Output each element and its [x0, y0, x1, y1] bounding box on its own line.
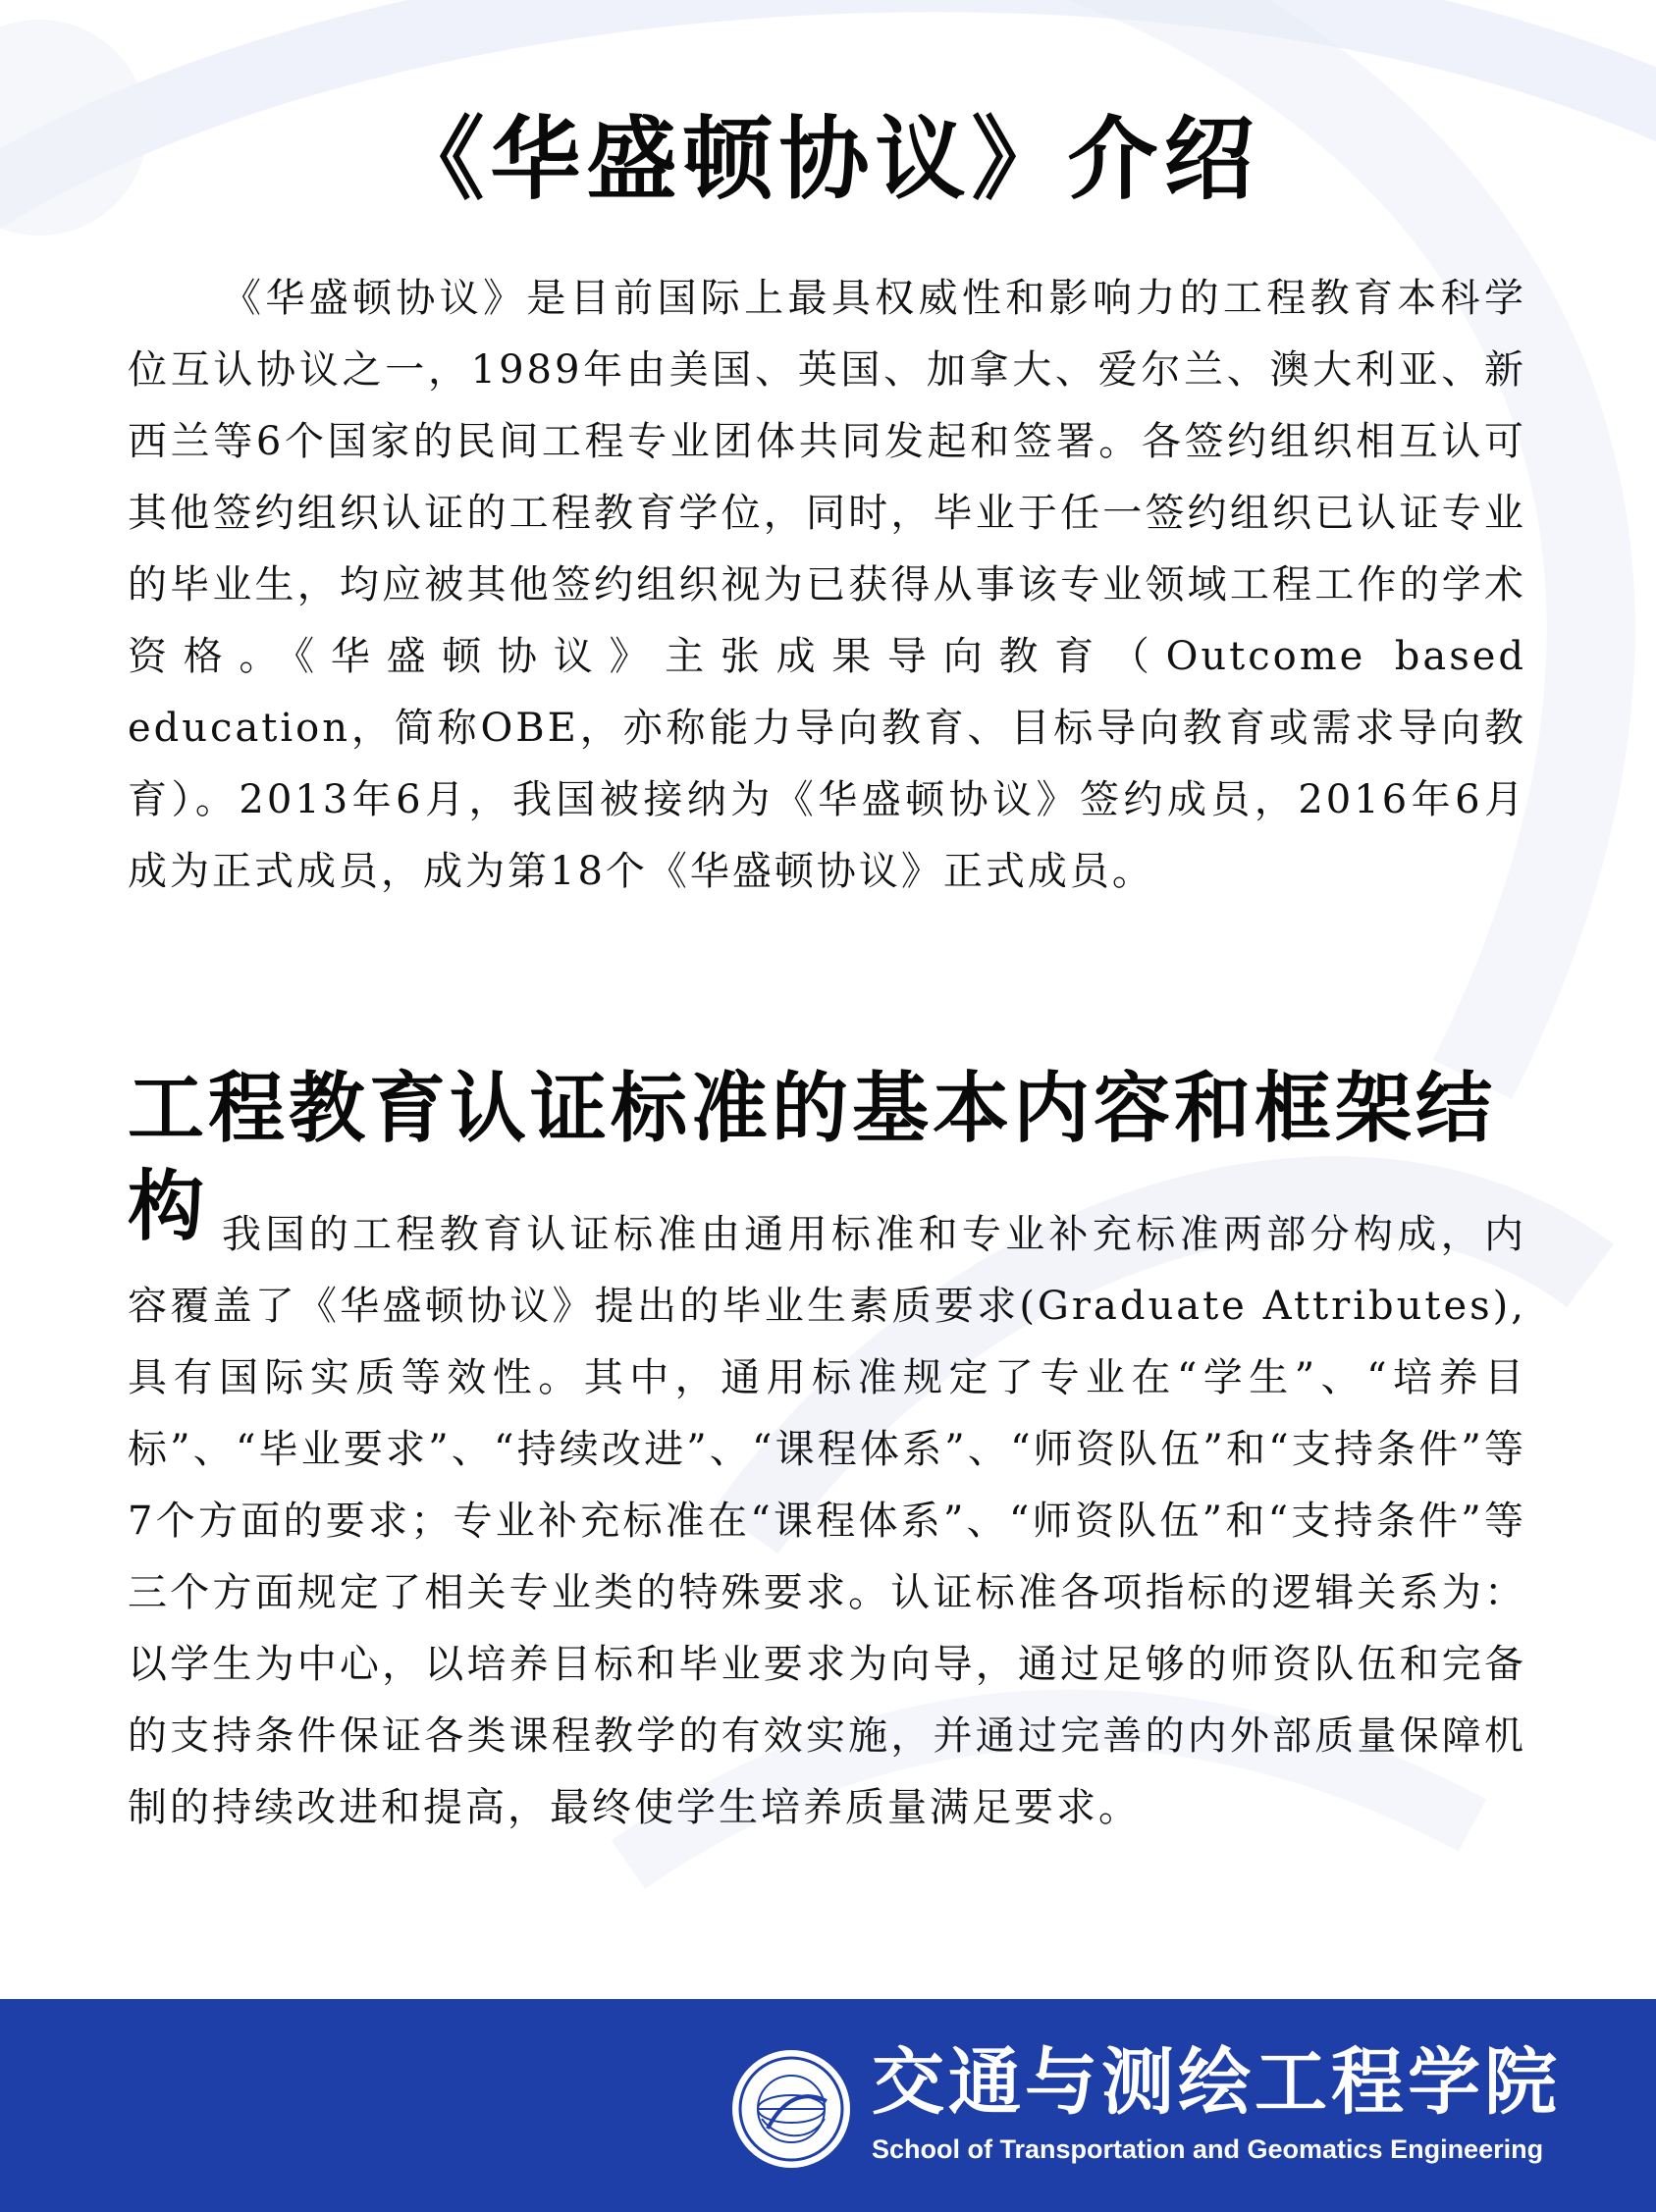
- intro-paragraph: 《华盛顿协议》是目前国际上最具权威性和影响力的工程教育本科学位互认协议之一，1989年由美国、英国、加拿大、爱尔兰、澳大利亚、新西兰等6个国家的民间工程专业团体共同发起和签署。各签约组织相互认可其他签约组织认证的工程教育学位，同时，毕业于任一签约组织已认证专业的毕业生，均应被其他签约组织视为已获得从事该专业领域工程工作的学术资格。《华盛顿协议》主张成果导向教育（Outcome based education，简称OBE，亦称能力导向教育、目标导向教育或需求导向教育）。2013年6月，我国被接纳为《华盛顿协议》签约成员，2016年6月成为正式成员，成为第18个《华盛顿协议》正式成员。: [128, 276, 1526, 894]
- footer-band: [0, 1999, 1656, 2212]
- school-name-cn: 交通与测绘工程学院: [872, 2040, 1561, 2125]
- university-seal-icon: [728, 2046, 854, 2172]
- school-name-en: School of Transportation and Geomatics Engineering: [872, 2134, 1544, 2164]
- page-title: 《华盛顿协议》介绍: [394, 107, 1260, 212]
- section-heading: 工程教育认证标准的基本内容和框架结构: [128, 1065, 1497, 1251]
- standards-paragraph: 我国的工程教育认证标准由通用标准和专业补充标准两部分构成，内容覆盖了《华盛顿协议》提出的毕业生素质要求(Graduate Attributes),具有国际实质等效性。其中，通用标准规定了专业在“学生”、“培养目标”、“毕业要求”、“持续改进”、“课程体系”、“师资队伍”和“支持条件”等7个方面的要求；专业补充标准在“课程体系”、“师资队伍”和“支持条件”等三个方面规定了相关专业类的特殊要求。认证标准各项指标的逻辑关系为：以学生为中心，以培养目标和毕业要求为向导，通过足够的师资队伍和完备的支持条件保证各类课程教学的有效实施，并通过完善的内外部质量保障机制的持续改进和提高，最终使学生培养质量满足要求。: [128, 1212, 1526, 1830]
